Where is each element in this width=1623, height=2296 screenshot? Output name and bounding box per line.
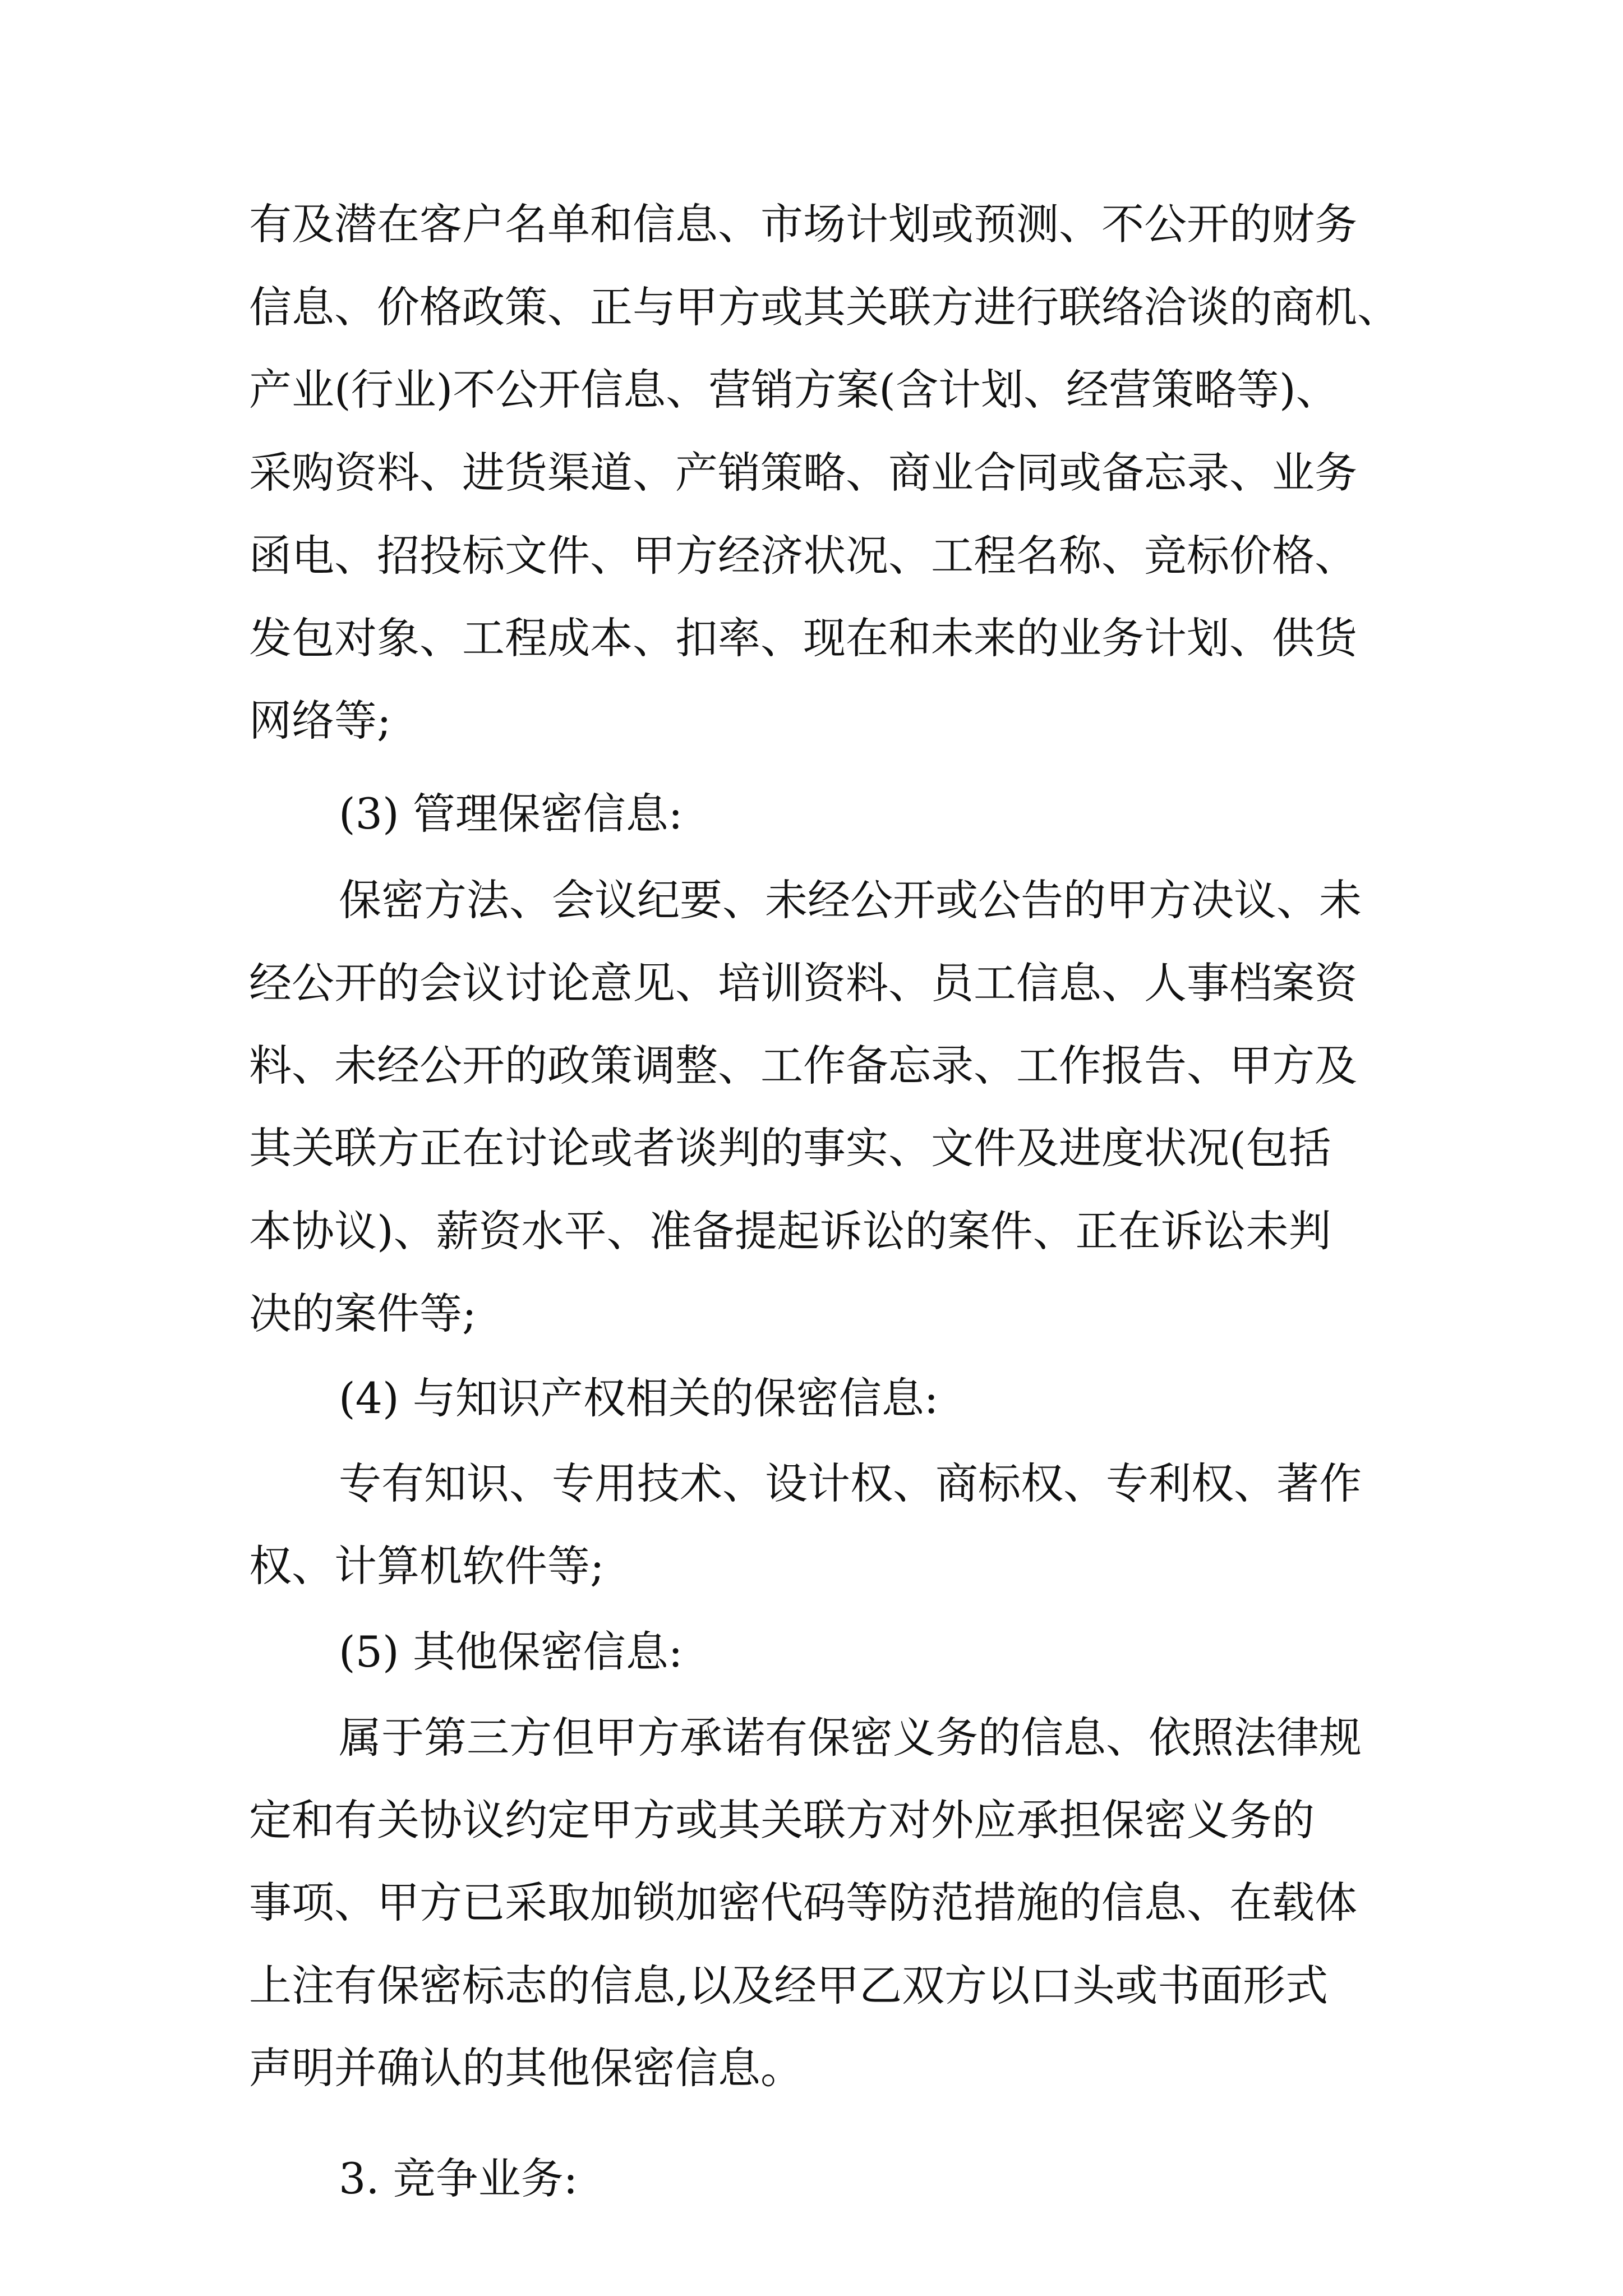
text-line: 权、计算机软件等; xyxy=(249,1541,605,1591)
text-line: 专有知识、专用技术、设计权、商标权、专利权、著作 xyxy=(339,1458,1362,1508)
text-line: 属于第三方但甲方承诺有保密义务的信息、依照法律规 xyxy=(339,1713,1362,1763)
text-line: 本协议)、薪资水平、准备提起诉讼的案件、正在诉讼未判 xyxy=(249,1206,1331,1256)
text-line: 料、未经公开的政策调整、工作备忘录、工作报告、甲方及 xyxy=(249,1041,1357,1091)
section-heading: (4) 与知识产权相关的保密信息: xyxy=(339,1373,939,1423)
text-line: 声明并确认的其他保密信息。 xyxy=(249,2043,803,2093)
section-heading: (3) 管理保密信息: xyxy=(339,789,683,839)
text-line: 其关联方正在讨论或者谈判的事实、文件及进度状况(包括 xyxy=(249,1123,1331,1173)
text-line: 决的案件等; xyxy=(249,1289,477,1338)
section-heading: 3. 竞争业务: xyxy=(339,2154,578,2203)
text-line: 采购资料、进货渠道、产销策略、商业合同或备忘录、业务 xyxy=(249,448,1357,498)
text-line: 发包对象、工程成本、扣率、现在和未来的业务计划、供货 xyxy=(249,613,1357,663)
text-line: 事项、甲方已采取加锁加密代码等防范措施的信息、在载体 xyxy=(249,1878,1357,1927)
section-heading: (5) 其他保密信息: xyxy=(339,1627,683,1677)
text-line: 网络等; xyxy=(249,696,391,746)
text-line: 有及潜在客户名单和信息、市场计划或预测、不公开的财务 xyxy=(249,199,1357,249)
text-line: 上注有保密标志的信息,以及经甲乙双方以口头或书面形式 xyxy=(249,1961,1329,2010)
text-line: 定和有关协议约定甲方或其关联方对外应承担保密义务的 xyxy=(249,1795,1315,1845)
text-line: 信息、价格政策、正与甲方或其关联方进行联络洽谈的商机、 xyxy=(249,282,1400,332)
text-line: 产业(行业)不公开信息、营销方案(含计划、经营策略等)、 xyxy=(249,365,1339,415)
text-line: 保密方法、会议纪要、未经公开或公告的甲方决议、未 xyxy=(339,875,1362,925)
text-line: 函电、招投标文件、甲方经济状况、工程名称、竞标价格、 xyxy=(249,531,1357,581)
text-line: 经公开的会议讨论意见、培训资料、员工信息、人事档案资 xyxy=(249,958,1357,1008)
